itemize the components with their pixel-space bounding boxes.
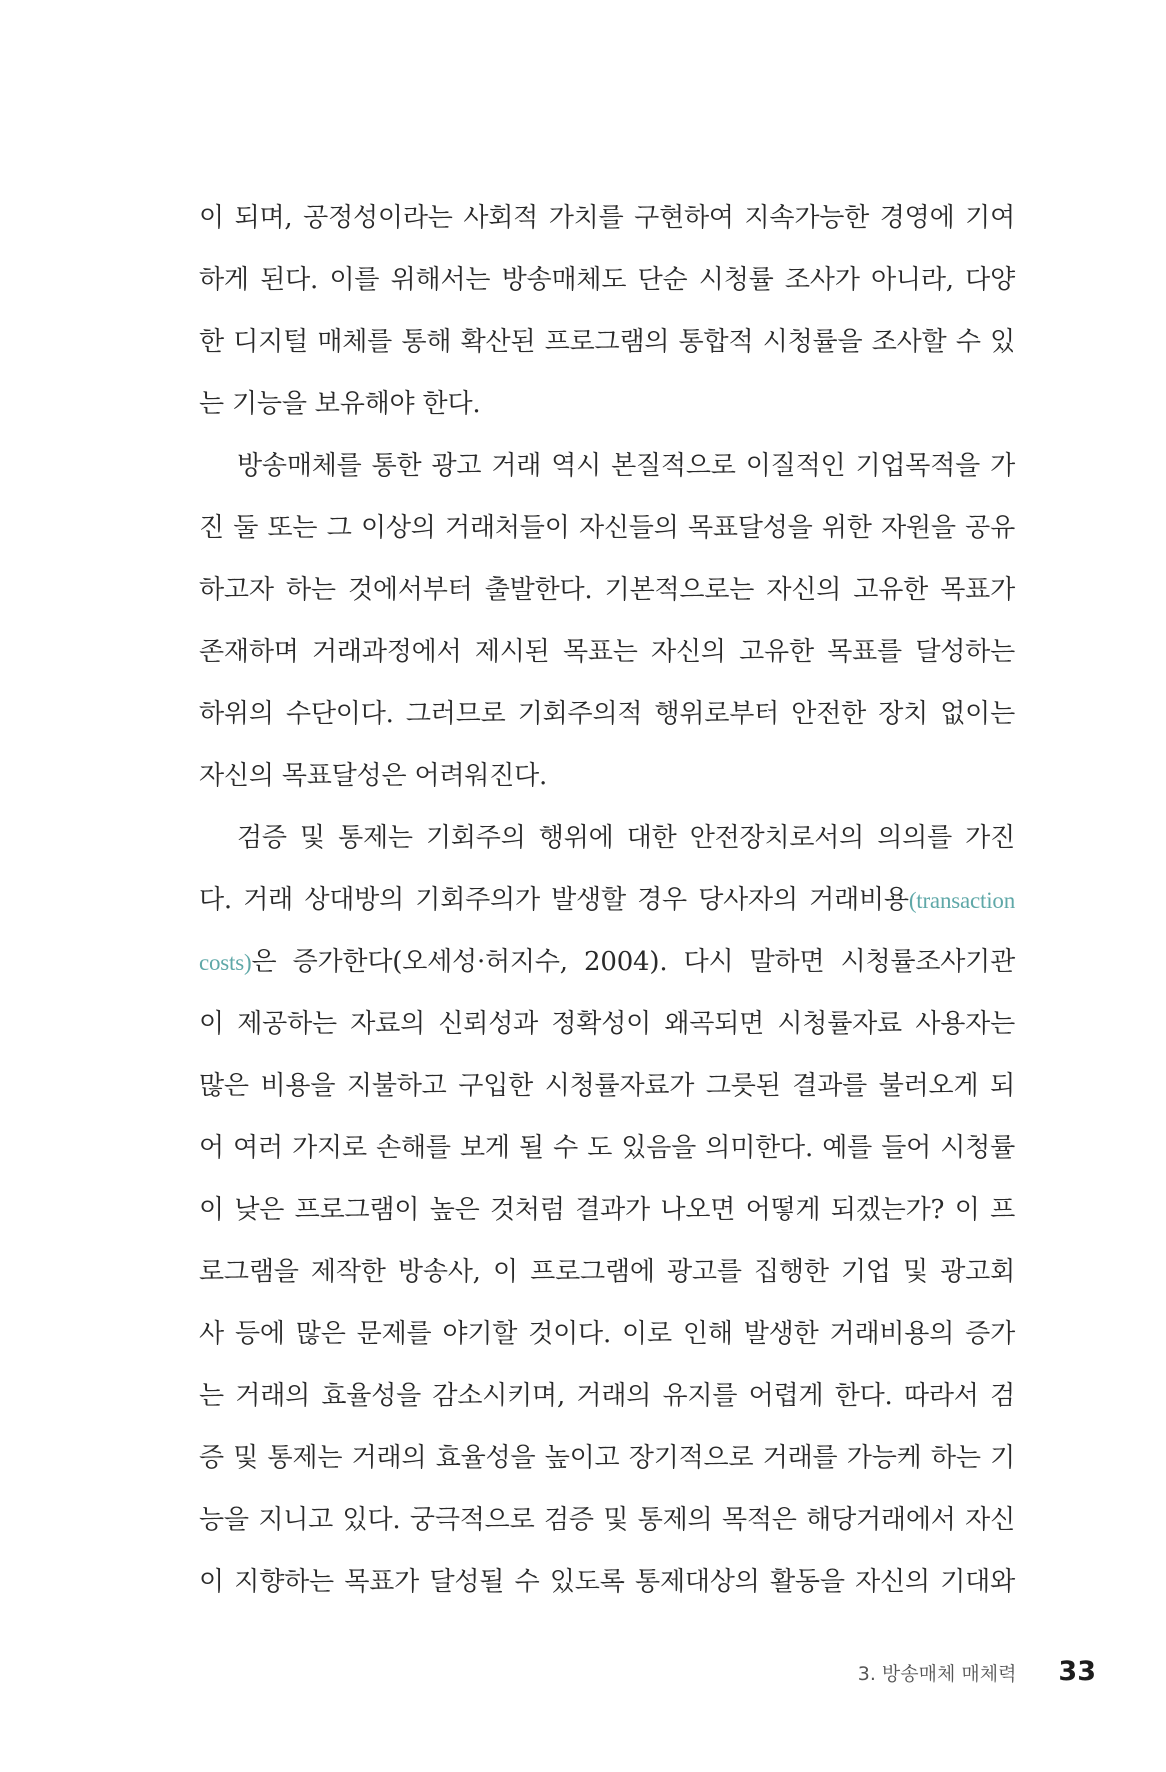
text-line: 이 지향하는 목표가 달성될 수 있도록 통제대상의 활동을 자신의 기대와 xyxy=(199,1567,1015,1597)
text-segment: 은 증가한다(오세성·허지수, 2004). 다시 말하면 시청률조사기관 xyxy=(251,947,1015,977)
text-line: 어 여러 가지로 손해를 보게 될 수 도 있음을 의미한다. 예를 들어 시청률 xyxy=(199,1133,1015,1163)
text-line: 진 둘 또는 그 이상의 거래처들이 자신들의 목표달성을 위한 자원을 공유 xyxy=(199,513,1015,543)
text-line: 많은 비용을 지불하고 구입한 시청률자료가 그릇된 결과를 불러오게 되 xyxy=(199,1071,1015,1101)
text-line xyxy=(199,878,1015,940)
page-number: 33 xyxy=(1058,1656,1096,1687)
text-line: 한 디지털 매체를 통해 확산된 프로그램의 통합적 시청률을 조사할 수 있 xyxy=(199,327,1015,357)
text-line: 하고자 하는 것에서부터 출발한다. 기본적으로는 자신의 고유한 목표가 xyxy=(199,575,1015,605)
text-line: 이 낮은 프로그램이 높은 것처럼 결과가 나오면 어떻게 되겠는가? 이 프 xyxy=(199,1195,1015,1225)
text-line: 방송매체를 통한 광고 거래 역시 본질적으로 이질적인 기업목적을 가 xyxy=(237,451,1015,481)
chapter-title: 3. 방송매체 매체력 xyxy=(857,1663,1017,1685)
text-line: 이 제공하는 자료의 신뢰성과 정확성이 왜곡되면 시청률자료 사용자는 xyxy=(199,1009,1015,1039)
page-footer xyxy=(858,1656,1096,1687)
english-term: costs) xyxy=(199,950,252,975)
text-line: 하위의 수단이다. 그러므로 기회주의적 행위로부터 안전한 장치 없이는 xyxy=(199,699,1015,729)
text-line: 는 거래의 효율성을 감소시키며, 거래의 유지를 어렵게 한다. 따라서 검 xyxy=(199,1381,1015,1411)
text-line: 이 되며, 공정성이라는 사회적 가치를 구현하여 지속가능한 경영에 기여 xyxy=(199,203,1015,233)
text-segment: 다. 거래 상대방의 기회주의가 발생할 경우 당사자의 거래비용 xyxy=(199,885,909,915)
text-line: 하게 된다. 이를 위해서는 방송매체도 단순 시청률 조사가 아니라, 다양 xyxy=(199,265,1015,295)
text-line: 능을 지니고 있다. 궁극적으로 검증 및 통제의 목적은 해당거래에서 자신 xyxy=(199,1505,1015,1535)
text-line: 는 기능을 보유해야 한다. xyxy=(199,389,481,419)
text-line: 자신의 목표달성은 어려워진다. xyxy=(199,761,548,791)
english-term: (transaction xyxy=(908,888,1015,913)
text-line xyxy=(199,940,1015,1002)
text-line: 검증 및 통제는 기회주의 행위에 대한 안전장치로서의 의의를 가진 xyxy=(237,823,1015,853)
text-line: 사 등에 많은 문제를 야기할 것이다. 이로 인해 발생한 거래비용의 증가 xyxy=(199,1319,1015,1349)
text-line: 증 및 통제는 거래의 효율성을 높이고 장기적으로 거래를 가능케 하는 기 xyxy=(199,1443,1015,1473)
text-line: 존재하며 거래과정에서 제시된 목표는 자신의 고유한 목표를 달성하는 xyxy=(199,637,1015,667)
text-line: 로그램을 제작한 방송사, 이 프로그램에 광고를 집행한 기업 및 광고회 xyxy=(199,1257,1015,1287)
body-text xyxy=(199,196,1015,1622)
